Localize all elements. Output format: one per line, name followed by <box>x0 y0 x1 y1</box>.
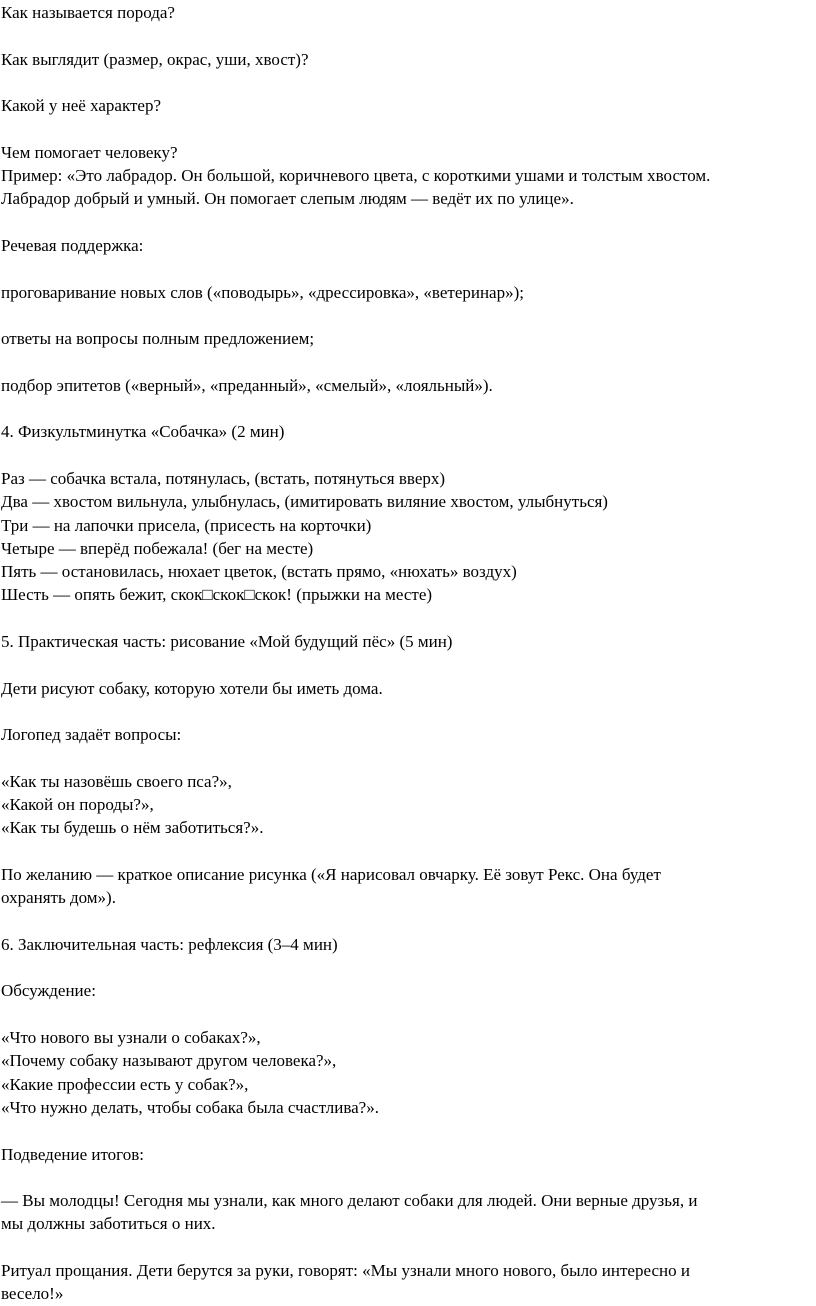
example-line: Лабрадор добрый и умный. Он помогает слепым людям — ведёт их по улице». <box>1 189 574 209</box>
exercise-line: Два — хвостом вильнула, улыбнулась, (имитировать виляние хвостом, улыбнуться) <box>1 492 608 512</box>
question-character: Какой у неё характер? <box>1 96 162 116</box>
section-5-description: охранять дом»). <box>1 888 116 908</box>
speech-support-item: подбор эпитетов («верный», «преданный», «смелый», «лояльный»). <box>1 375 493 395</box>
section-5-description: По желанию — краткое описание рисунка («Я нарисовал овчарку. Её зовут Рекс. Она будет <box>1 864 661 884</box>
ritual-text: Ритуал прощания. Дети берутся за руки, говорят: «Мы узнали много нового, было интересно и <box>1 1261 690 1281</box>
speech-support-item: проговаривание новых слов («поводырь», «дрессировка», «ветеринар»); <box>1 282 524 302</box>
ritual-text: весело!» <box>1 1284 64 1304</box>
question-help: Чем помогает человеку? <box>1 142 178 162</box>
exercise-line: Шесть — опять бежит, скок□скок□скок! (прыжки на месте) <box>1 585 433 605</box>
section-5-question: «Какой он породы?», <box>1 795 154 815</box>
section-5-question: «Как ты назовёшь своего пса?», <box>1 771 232 791</box>
section-5-question: «Как ты будешь о нём заботиться?». <box>1 818 264 838</box>
section-5-title: 5. Практическая часть: рисование «Мой будущий пёс» (5 мин) <box>1 632 453 652</box>
summary-text: — Вы молодцы! Сегодня мы узнали, как много делают собаки для людей. Они верные друзья, и <box>1 1191 698 1211</box>
exercise-line: Пять — остановилась, нюхает цветок, (встать прямо, «нюхать» воздух) <box>1 562 517 582</box>
section-5-text: Дети рисуют собаку, которую хотели бы иметь дома. <box>1 678 383 698</box>
section-6-title: 6. Заключительная часть: рефлексия (3–4 мин) <box>1 934 338 954</box>
exercise-line: Раз — собачка встала, потянулась, (встать, потянуться вверх) <box>1 468 446 488</box>
exercise-line: Четыре — вперёд побежала! (бег на месте) <box>1 538 314 558</box>
summary-text: мы должны заботиться о них. <box>1 1214 216 1234</box>
discussion-question: «Какие профессии есть у собак?», <box>1 1074 249 1094</box>
exercise-line: Три — на лапочки присела, (присесть на корточки) <box>1 515 372 535</box>
question-breed: Как называется порода? <box>1 3 175 22</box>
discussion-question: «Что нового вы узнали о собаках?», <box>1 1028 261 1048</box>
question-appearance: Как выглядит (размер, окрас, уши, хвост)? <box>1 49 309 69</box>
summary-title: Подведение итогов: <box>1 1144 144 1164</box>
speech-support-item: ответы на вопросы полным предложением; <box>1 329 315 349</box>
discussion-question: «Что нужно делать, чтобы собака была счастлива?». <box>1 1097 379 1117</box>
discussion-title: Обсуждение: <box>1 981 96 1001</box>
discussion-question: «Почему собаку называют другом человека?», <box>1 1051 337 1071</box>
speech-support-title: Речевая поддержка: <box>1 235 144 255</box>
section-5-questions-title: Логопед задаёт вопросы: <box>1 725 182 745</box>
section-4-title: 4. Физкультминутка «Собачка» (2 мин) <box>1 422 285 442</box>
example-line: Пример: «Это лабрадор. Он большой, коричневого цвета, с короткими ушами и толстым хвостом. <box>1 166 711 186</box>
